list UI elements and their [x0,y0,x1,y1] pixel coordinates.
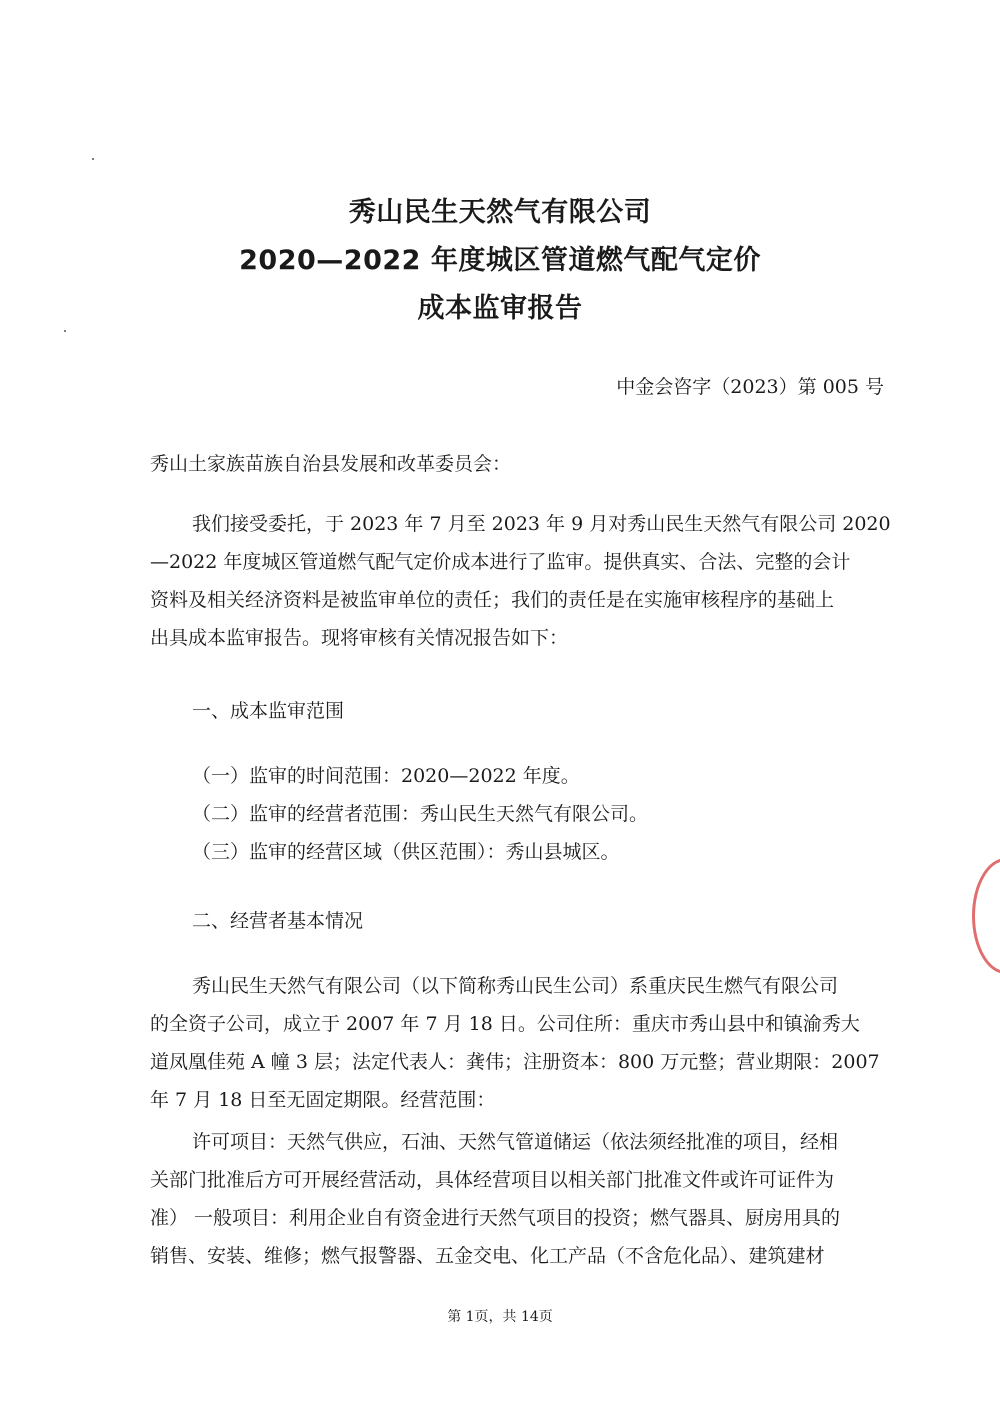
company-info-line: 秀山民生天然气有限公司（以下简称秀山民生公司）系重庆民生燃气有限公司 [192,975,839,997]
title-report-type: 成本监审报告 [417,293,583,324]
scope-item: （二）监审的经营者范围：秀山民生天然气有限公司。 [192,803,649,825]
business-scope-line: 销售、安装、维修；燃气报警器、五金交电、化工产品（不含危化品）、建筑建材 [150,1245,825,1267]
red-seal-edge [972,858,1000,974]
intro-line: 出具成本监审报告。现将审核有关情况报告如下： [150,627,569,649]
title-subject: 2020—2022 年度城区管道燃气配气定价 [239,245,761,276]
scan-speck [64,330,66,332]
document-number: 中金会咨字（2023）第 005 号 [616,376,884,398]
section-heading: 一、成本监审范围 [192,700,345,722]
scan-speck [92,158,94,160]
company-info-line: 年 7 月 18 日至无固定期限。经营范围： [150,1089,496,1111]
scope-item: （一）监审的时间范围：2020—2022 年度。 [192,765,580,787]
intro-line: 资料及相关经济资料是被监审单位的责任；我们的责任是在实施审核程序的基础上 [150,589,835,611]
addressee: 秀山土家族苗族自治县发展和改革委员会： [150,453,512,475]
intro-line: —2022 年度城区管道燃气配气定价成本进行了监审。提供真实、合法、完整的会计 [150,551,851,573]
company-info-line: 的全资子公司，成立于 2007 年 7 月 18 日。公司住所：重庆市秀山县中和镇渝秀大 [150,1013,860,1035]
company-info-line: 道凤凰佳苑 A 幢 3 层；法定代表人：龚伟；注册资本：800 万元整；营业期限：2007 [150,1051,880,1073]
title-company: 秀山民生天然气有限公司 [348,197,652,228]
business-scope-line: 准） 一般项目：利用企业自有资金进行天然气项目的投资；燃气器具、厨房用具的 [150,1207,841,1229]
page-footer: 第 1页，共 14页 [447,1309,553,1325]
scope-item: （三）监审的经营区域（供区范围）：秀山县城区。 [192,841,620,863]
business-scope-line: 关部门批准后方可开展经营活动，具体经营项目以相关部门批准文件或许可证件为 [150,1169,835,1191]
section-heading: 二、经营者基本情况 [192,910,364,932]
intro-line: 我们接受委托，于 2023 年 7 月至 2023 年 9 月对秀山民生天然气有限公司 2020 [192,513,891,535]
business-scope-line: 许可项目：天然气供应，石油、天然气管道储运（依法须经批准的项目，经相 [192,1131,839,1153]
